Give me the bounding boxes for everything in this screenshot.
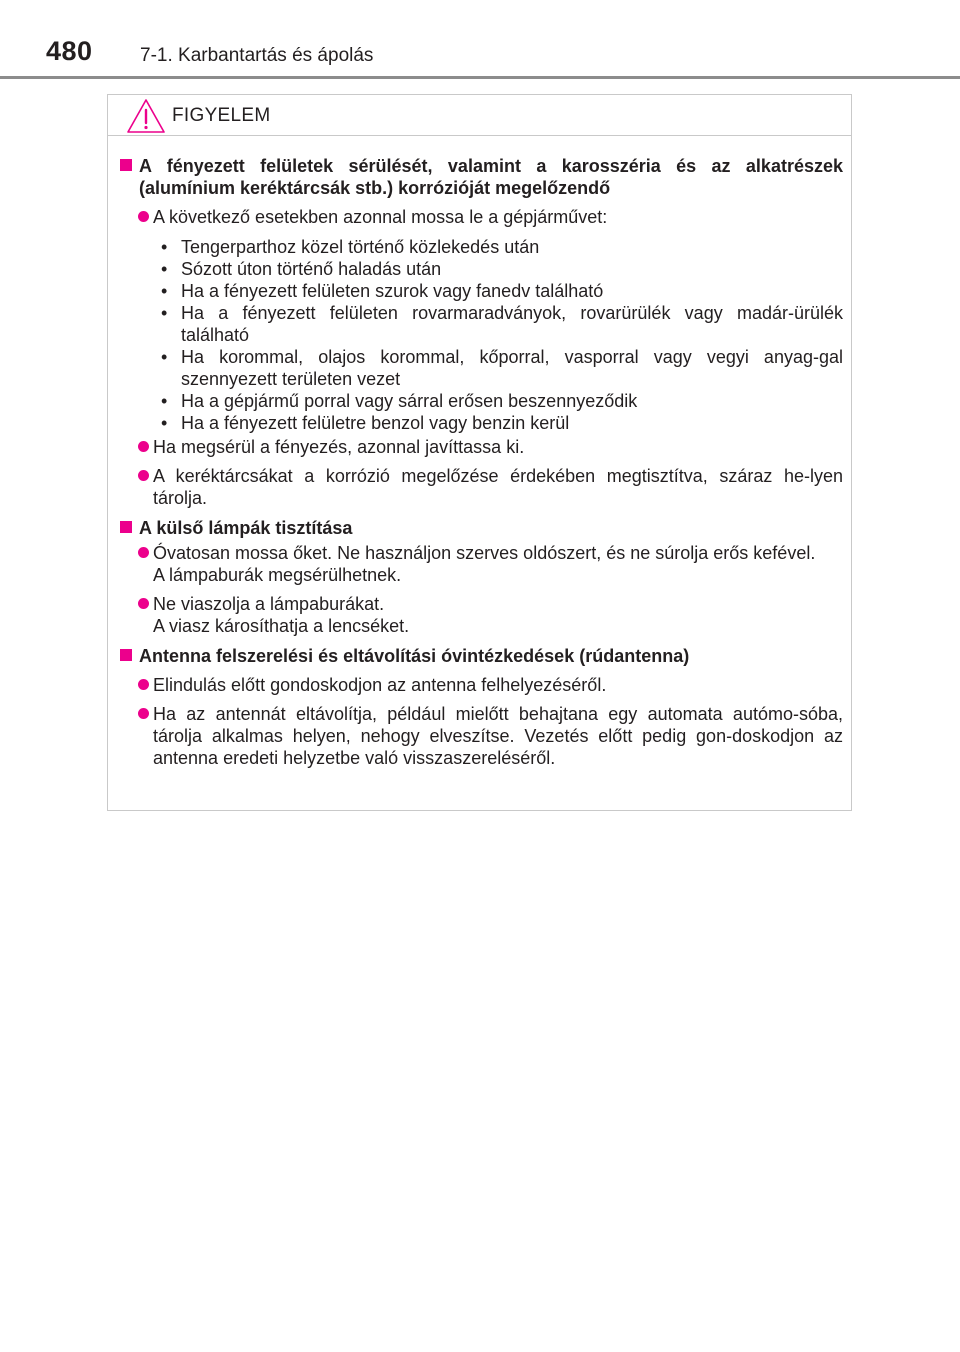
square-bullet-icon (120, 521, 132, 533)
warning-header (108, 95, 851, 136)
dot-bullet-icon (138, 679, 149, 690)
section-title: 7-1. Karbantartás és ápolás (140, 45, 374, 66)
dot-bullet-icon (138, 470, 149, 481)
list-item: Ne viaszolja a lámpaburákat. A viasz károsíthatja a lencséket. (118, 593, 843, 637)
warning-box (107, 94, 852, 811)
section-heading: A fényezett felületek sérülését, valamint a karosszéria és az alkatrészek (alumínium keréktárcsák stb.) korrózióját megelőzendő (118, 155, 843, 199)
item-note: A viasz károsíthatja a lencséket. (153, 616, 410, 636)
warning-triangle-icon (126, 98, 166, 134)
sub-bullet: • Ha korommal, olajos korommal, kőporral, vasporral vagy vegyi anyag-gal szennyezett területen vezet (161, 347, 843, 389)
header-rule (0, 76, 960, 79)
dot-bullet-icon (138, 708, 149, 719)
item-note: A lámpaburák megsérülhetnek. (153, 565, 402, 585)
page-header (0, 0, 960, 80)
sub-bullet: • Ha a fényezett felületre benzol vagy benzin kerül (161, 413, 570, 433)
square-bullet-icon (120, 649, 132, 661)
list-item: Ha az antennát eltávolítja, például mielőtt behajtana egy automata autómo-sóba, tárolja alkalmas helyen, nehogy elveszítse. Vezetés előtt pedig gon-doskodjon az antenna eredeti helyzetbe való visszaszereléséről. (118, 703, 843, 769)
list-item: A keréktárcsákat a korrózió megelőzése érdekében megtisztítva, száraz he-lyen tárolja. (118, 465, 843, 509)
sub-bullet: • Ha a fényezett felületen szurok vagy fanedv található (161, 281, 604, 301)
list-item: Elindulás előtt gondoskodjon az antenna felhelyezéséről. (118, 674, 843, 696)
section-heading: Antenna felszerelési és eltávolítási óvintézkedések (rúdantenna) (118, 645, 843, 667)
warning-body (118, 155, 843, 769)
list-item: Ha megsérül a fényezés, azonnal javíttassa ki. (118, 436, 843, 458)
square-bullet-icon (120, 159, 132, 171)
page-number: 480 (46, 36, 93, 66)
sub-bullet: • Tengerparthoz közel történő közlekedés után (161, 237, 540, 257)
list-item: Óvatosan mossa őket. Ne használjon szerves oldószert, és ne súrolja erős kefével. A lámpaburák megsérülhetnek. (118, 542, 843, 586)
section-heading: A külső lámpák tisztítása (118, 517, 843, 539)
dot-bullet-icon (138, 211, 149, 222)
list-item: A következő esetekben azonnal mossa le a gépjárművet: (118, 206, 843, 228)
warning-title: FIGYELEM (172, 105, 271, 126)
sub-bullet: • Ha a fényezett felületen rovarmaradványok, rovarürülék vagy madár-ürülék található (161, 303, 843, 345)
sub-bullet: • Ha a gépjármű porral vagy sárral erősen beszennyeződik (161, 391, 638, 411)
dot-bullet-icon (138, 547, 149, 558)
sub-bullet: • Sózott úton történő haladás után (161, 259, 442, 279)
dot-bullet-icon (138, 598, 149, 609)
dot-bullet-icon (138, 441, 149, 452)
